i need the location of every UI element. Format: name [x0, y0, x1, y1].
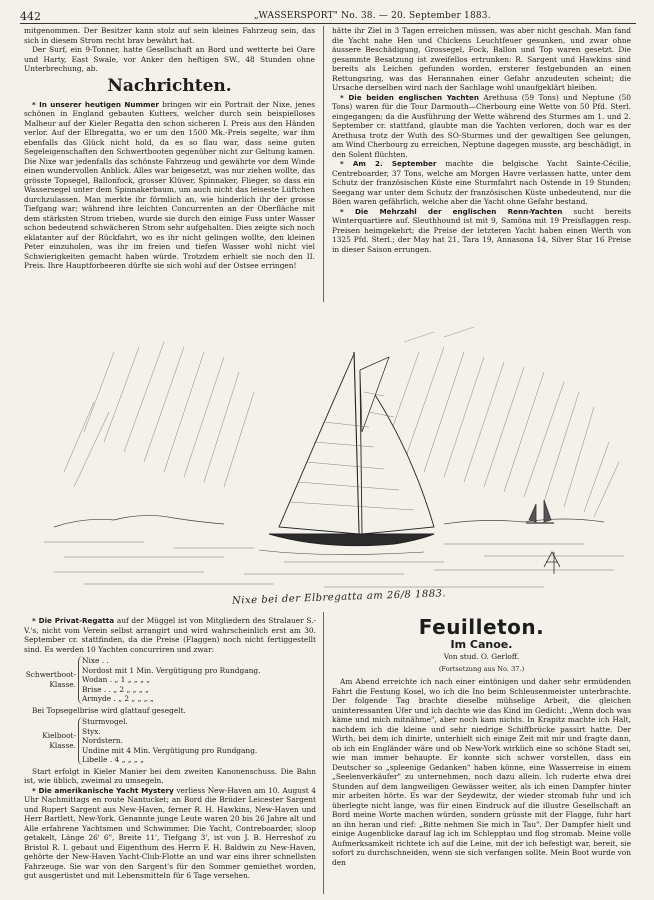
- news-item: [332, 207, 631, 255]
- distant-sailboat: [526, 500, 554, 523]
- news-item-lead: * Die Privat-Regatta: [32, 616, 115, 625]
- news-item-text: Arethusa (59 Tons) und Neptune (50 Tons) waren für die Tour Darmouth—Cherbourg eine Wette von 50 Pfd. Sterl. eingegangen; da die Ausführung der Wette während des Sturmes am 1. und 2. September cr. stattfand, glaubte man die Yachten verloren, doch war es der Arethusa trotz der Wuth des SO-Sturmes und der gewaltigen See gelungen, am Wind Cherbourg zu erreichen, Neptune dagegen musste, arg beschädigt, in den Solent flüchten.: [332, 92, 631, 159]
- entry: Nordost mit 1 Min. Vergütigung pro Rundgang.: [82, 665, 261, 675]
- sailboat-nixe: [259, 352, 434, 555]
- column-divider: [323, 26, 324, 302]
- page-number: 442: [20, 10, 41, 23]
- news-item-lead: * Die beiden englischen Yachten: [340, 92, 479, 102]
- entry: Sturmvogel.: [82, 717, 128, 726]
- paragraph: hätte ihr Ziel in 3 Tagen erreichen müssen, was aber nicht geschah. Man fand die Yacht nahe Hen und Chickens Leuchtfeuer gesunken, und zwar ohne äussere Beschädigung, Grossegel, Fock, Ballon und Top waren gesetzt. Die gesammte Besatzung ist zweifellos ertrunken: R. Sargent und Hawkins sind bereits als Leichen gefunden worden, ersterer festgebunden an einen Rettungsring, was das Herannahen einer Gefahr anzudeuten scheint; die Ursache derselben wird nach der Sachlage wohl unaufgeklärt bleiben.: [332, 26, 631, 92]
- class-label: Kielboot-Klasse.: [42, 731, 76, 750]
- paragraph: mitgenommen. Der Besitzer kann stolz auf sein kleines Fahrzeug sein, das sich in diesem Strom recht brav bewährt hat.: [24, 26, 315, 45]
- entry: Nixe . .: [82, 656, 109, 665]
- news-item-text: verliess New-Haven am 10. August 4 Uhr Nachmittags en route Nantucket; an Bord die Brüder Leicester Sargent und Rupert Sargent aus New-Haven, ferner R. H. Hawkins, New-Haven und Herr Bartlett, New-York. Genannte junge Leute waren 20 bis 26 Jahre alt und Alle erfahrene Yachtsmen und Schwimmer. Die Yacht, Contreboarder, sloop getakelt, Länge 26' 6", Breite 11', Tiefgang 3', ist von J. B. Herreshof zu Bristol R. I. gebaut und Eigenthum des Herrn F. H. Baldwin zu New-Haven, gehörte der New-Haven Yacht-Club-Flotte an und war eins ihrer schnellsten Fahrzeuge. Sie war von den Sargent's für den Sommer gemiethet worden, gut ausgerüstet und mit Lebensmitteln für 6 Tage versehen.: [24, 785, 316, 880]
- running-title: „WASSERSPORT" No. 38. — 20. September 1883.: [254, 11, 491, 21]
- class-entries: [78, 656, 260, 704]
- news-item-text: bringen wir ein Portrait der Nixe, jenes schönen in England gebauten Kutters, welcher durch sein beispielloses Malheur auf der Kieler Regatta den schon sicheren I. Preis aus den Händen verlor. Auf der Elbregatta, wo er um den 1500 Mk.-Preis segelte, war ihm ebenfalls das Glück nicht hold, da es so flau war, dass seine guten Segeleigenschaften den Schwertbooten gegenüber nicht zur Geltung kamen. Die Nixe war jedenfalls das schönste Fahrzeug und gewährte vor dem Winde einen wundervollen Anblick. Alles war beigesetzt, was nur ziehen wollte, das grösste Topsegel, Ballonfock, grosser Klüver, Spinnaker, Flieger, so dass ein Wassersegel unter dem Spinnakerbaum, um auch nicht das leiseste Lüftchen durchzulassen. Man merkte ihr förmlich an, wie hinderlich ihr der grosse Tiefgang war; während ihre leichten Concurrenten an der Oberfläche mit dem stärksten Strom trieben, wurde sie durch den einige Fuss unter Wasser schon bedeutend schwächeren Strom sehr aufgehalten. Dies zeigte sich noch eklatanter auf der Rückfahrt, wo es ihr nicht gelingen wollte, den kleinen Peter einzuholen, was ihr im freien und tiefen Wasser wohl nicht viel Schwierigkeiten gemacht haben würde. Trotzdem erhielt sie noch den II. Preis. Ihre Hauptforbeeren dürfte sie sich wohl auf der Ostsee erringen!: [24, 99, 315, 270]
- artist-monogram: [544, 552, 560, 574]
- regatta-entries-schwertboot: [24, 656, 316, 704]
- paragraph: Bei Topsegelbrise wird glattauf gesegelt.: [32, 705, 186, 715]
- news-item: [332, 93, 631, 160]
- entry: Brise . . „ 2 „ „ „ „: [82, 684, 149, 694]
- right-column-bottom: [332, 616, 631, 896]
- news-item-lead: * In unserer heutigen Nummer: [32, 99, 159, 109]
- entry: Wodan . „ 1 „ „ „ „: [82, 675, 151, 684]
- news-item-lead: * Am 2. September: [340, 159, 437, 168]
- news-item-text: machte die belgische Yacht Sainte-Cécilie, Centreboarder, 37 Tons, welche am Morgen Havre verlassen hatte, unter dem Schutz der französischen Küste eine Sturmfahrt nach Ostende in 19 Stunden; Seegang war unter dem Schutz der französischen Küste unbedeutend, nur die Böen waren gefährlich, welche aber die Yacht ohne Gefahr bestand.: [332, 159, 631, 206]
- news-item: [24, 100, 315, 271]
- header-rule: [20, 23, 636, 24]
- news-item: [24, 616, 316, 654]
- news-item: [24, 786, 316, 881]
- left-column-top: [24, 26, 315, 311]
- right-column-top: [332, 26, 631, 301]
- news-item-text: sucht bereits Winterquartiere auf. Sleuthhound ist mit 9, Samöna mit 19 Preisflaggen resp. Preisen heimgekehrt; die Preise der letzteren Yacht haben einen Werth von 1325 Pfd. Sterl.; der May hat 21, Tara 19, Annasona 14, Silver Star 16 Preise in dieser Saison errungen.: [332, 206, 631, 254]
- class-entries: [78, 717, 257, 765]
- paragraph: Der Surf, ein 9-Tonner, hatte Gesellschaft an Bord und wetterte bei Oare und Harty, East Swale, vor Anker den heftigen SW., 48 Stunden ohne Unterbrechung, ab.: [24, 45, 315, 73]
- paragraph: Am Abend erreichte ich nach einer eintönigen und daher sehr ermüdenden Fahrt die Festung Kosel, wo ich die Ino beim Schleusenmeister unterbrachte. Der folgende Tag brachte dieselbe mühselige Arbeit, die gleichen uninteressanten Ufer und ich dachte wie das Kind im Gedicht: „Wenn doch was käme und mich mitnähme", aber noch kam nichts. In Krapitz machte ich Halt, nachdem ich die kleine und sehr niedrige Schiffbrücke passirt hatte. Der Wirth, bei dem ich dinirte, unterhielt sich einige Zeit mit mir und fragte dann, ob ich ein Engländer wäre und ob New-York wirklich eine so schöne Stadt sei, wie man immer behaupte. Er konnte sich schwer vorstellen, dass ein Deutscher so „spleenige Gedanken" haben könne, eine Wasserreise in einem „Seelenverkäufer" zu unternehmen, noch dazu allein. Ich ruderte etwa drei Stunden auf dem langweiligen Gewässer weiter, als ich einen Dampfer hinter mir arbeiten hörte. Es war der Seydewitz, der wieder stromab fuhr und ich überlegte nicht lange, was für einen Eindruck auf die illustre Gesellschaft an Bord meine Worte machen würden, sondern grüsste mit der Flagge, fuhr hart an ihn heran und rief: „Bitte nehmen Sie mich in Tau". Der Dampfer hielt und einige Augenblicke darauf lag ich im Schlepptau und flog stromab. Meine volle Aufmerksamkeit richtete ich auf die Leine, mit der ich befestigt war, bereit, sie sofort zu durchschneiden, wenn sie sich verfangen sollte. Mein Boot wurde von den: [332, 677, 631, 867]
- column-divider: [323, 612, 324, 894]
- continuation-note: (Fortsetzung aus No. 37.): [438, 664, 525, 673]
- regatta-entries-kielboot: [24, 717, 316, 765]
- news-item-text: auf der Müggel ist von Mitgliedern des Stralauer S.-V.'s, nicht vom Verein selbst arrangirt und wird wahrscheinlich erst am 30. September cr. stattfinden, da die Preise (Flaggen) noch nicht fertiggestellt sind. Es werden 10 Yachten concurriren und zwar:: [24, 616, 316, 654]
- article-title: Im Canoe.: [450, 638, 513, 651]
- sailboat-illustration: [24, 312, 634, 612]
- entry: Armyde . „ 2 „ „ „ „: [82, 694, 154, 703]
- paragraph: Start erfolgt in Kieler Manier bei dem zweiten Kanonenschuss. Die Bahn ist, wie üblich, zweimal zu umsegeln.: [24, 766, 316, 785]
- water-lines: [44, 542, 624, 587]
- news-item-lead: * Die Mehrzahl der englischen Renn-Yachten: [340, 206, 563, 216]
- section-heading-feuilleton: Feuilleton.: [418, 616, 545, 639]
- entry: Undine mit 4 Min. Vergütigung pro Rundgang.: [82, 745, 258, 755]
- entry: Styx.: [82, 726, 101, 736]
- entry: Libelle . 4 „ „ „ „: [82, 755, 144, 764]
- news-item-lead: * Die amerikanische Yacht Mystery: [32, 785, 174, 795]
- page-header: [14, 9, 640, 23]
- class-label: Schwertboot-Klasse.: [25, 670, 76, 689]
- illustration-caption: Nixe bei der Elbregatta am 26/8 1883.: [231, 588, 447, 607]
- news-item: [332, 159, 631, 207]
- entry: Nordstern.: [82, 736, 123, 745]
- article-author: Von stud. O. Gerloff.: [443, 652, 520, 661]
- section-heading-nachrichten: Nachrichten.: [107, 75, 232, 96]
- left-column-bottom: [24, 616, 316, 896]
